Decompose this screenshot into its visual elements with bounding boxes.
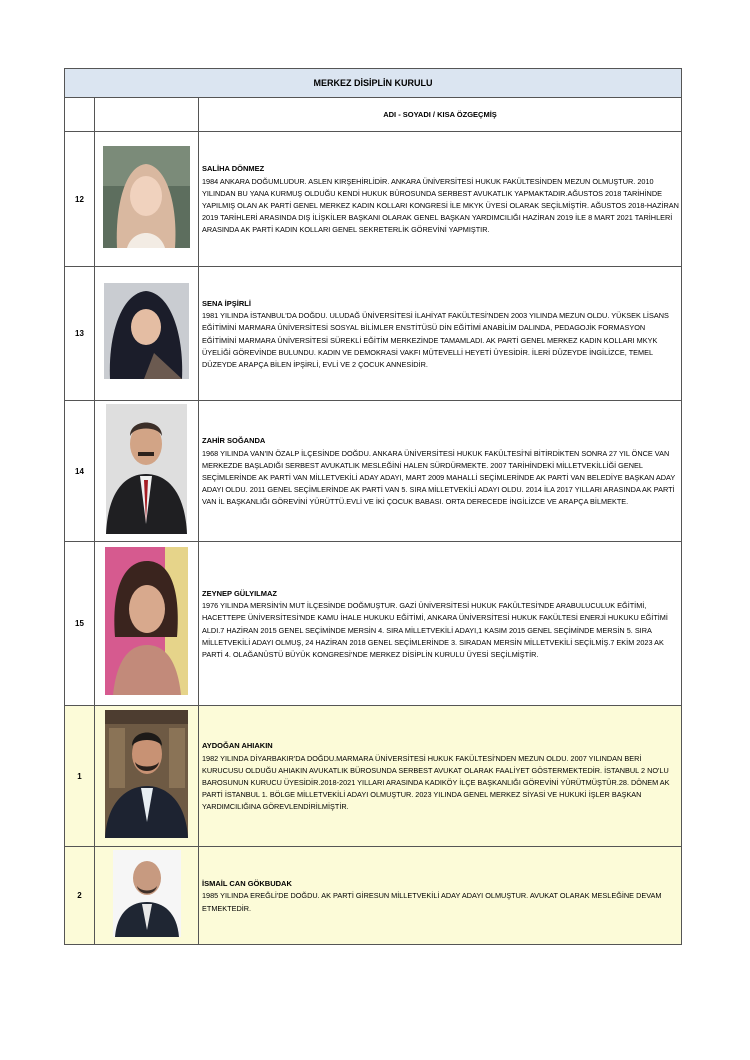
- table-row: [65, 847, 682, 945]
- row-number: 14: [65, 401, 95, 542]
- header-empty-cell: [65, 98, 95, 132]
- portrait-photo: [105, 710, 188, 838]
- table-row: [65, 132, 682, 267]
- row-number: 1: [65, 706, 95, 847]
- table-row: [65, 401, 682, 542]
- member-bio: 1976 YILINDA MERSİN'İN MUT İLÇESİNDE DOĞMUŞTUR. GAZİ ÜNİVERSİTESİ HUKUK FAKÜLTESİ'NDE ARABULUCULUK EĞİTİMİ, HACETTEPE ÜNİVERSİTESİ'NDE KAMU İHALE HUKUKU EĞİTİMİ, ANKARA ÜNİVERSİTESİ HUKUK FAKÜLTESİ ENERJİ HUKUKU EĞİTİMİ ALDI.7 HAZİRAN 2015 GENEL SEÇİMİNDE MERSİN 4. SIRA MİLLETVEKİLİ ADAYI,1 KASIM 2015 GENEL SEÇİMİNDE MERSİN 5. SIRA MİLLETVEKİLİ ADAYI OLMUŞ, 24 HAZİRAN 2018 GENEL SEÇİMLERİNDE 3. SIRADAN MERSİN MİLLETVEKİLİ SEÇİLMİŞ.7 EKİM 2023 AK PARTİ 4. OLAĞANÜSTÜ BÜYÜK KONGRESİ'NDE MERKEZ DİSİPLİN KURULU ÜYESİ SEÇİLMİŞTİR.: [202, 601, 668, 659]
- row-number: 12: [65, 132, 95, 267]
- header-empty-cell: [95, 98, 199, 132]
- table-row: [65, 267, 682, 401]
- discipline-board-table: [64, 68, 682, 945]
- table-title: MERKEZ DİSİPLİN KURULU: [65, 69, 682, 98]
- portrait-photo: [106, 404, 187, 534]
- portrait-photo: [104, 283, 189, 379]
- row-number: 15: [65, 542, 95, 706]
- member-name: AYDOĞAN AHIAKIN: [202, 741, 273, 751]
- row-number: 2: [65, 847, 95, 945]
- member-bio: 1968 YILINDA VAN'IN ÖZALP İLÇESİNDE DOĞDU. ANKARA ÜNİVERSİTESİ HUKUK FAKÜLTESİ'Nİ BİTİRDİKTEN SONRA 27 YIL ÖNCE VAN MERKEZDE BAŞLADIĞI SERBEST AVUKATLIK MESLEĞİNİ HALEN SÜRDÜRMEKTE. 2007 TARİHİNDEKİ MİLLETVEKİLLİĞİ GENEL SEÇİMLERİNDE AK PARTİ VAN MİLLETVEKİLİ ADAY ADAYI, MART 2009 MAHALLİ SEÇİMLERİNDE AK PARTİ VAN BELEDİYE BAŞKAN ADAY ADAYI OLDU. 2011 GENEL SEÇİMLERİNDE AK PARTİ VAN 5. SIRA MİLLETVEKİLİ ADAYI OLDU. 2014 İLA 2017 YILLARI ARASINDA AK PARTİ VAN İL BAŞKANLIĞI GÖREVİNİ YÜRÜTTÜ.EVLİ VE İKİ ÇOCUK BABASI. ORTA DERECEDE İNGİLİZCE VE ARAPÇA BİLMEKTE.: [202, 448, 676, 507]
- member-name: SENA İPŞİRLİ: [202, 298, 251, 308]
- column-header: ADI - SOYADI / KISA ÖZGEÇMİŞ: [199, 98, 682, 132]
- member-name: İSMAİL CAN GÖKBUDAK: [202, 879, 292, 889]
- table-row: [65, 542, 682, 706]
- member-name: ZAHİR SOĞANDA: [202, 436, 266, 446]
- portrait-photo: [105, 547, 188, 695]
- table-row: [65, 706, 682, 847]
- member-bio: 1985 YILINDA EREĞLİ'DE DOĞDU. AK PARTİ GİRESUN MİLLETVEKİLİ ADAY ADAYI OLMUŞTUR. AVUKAT OLARAK MESLEĞİNE DEVAM ETMEKTEDİR.: [202, 891, 662, 913]
- member-bio: 1981 YILINDA İSTANBUL'DA DOĞDU. ULUDAĞ ÜNİVERSİTESİ İLAHİYAT FAKÜLTESİ'NDEN 2003 YILINDA MEZUN OLDU. YÜKSEK LİSANS EĞİTİMİNİ MARMARA ÜNİVERSİTESİ SOSYAL BİLİMLER ENSTİTÜSÜ DİN EĞİTİMİ ANABİLİM DALINDA, PEDAGOJİK FORMASYON EĞİTİMİNİ MARMARA ÜNİVERSİTESİ SÜREKLİ EĞİTİM MERKEZİNDE TAMAMLADI. AK PARTİ GENEL MERKEZ KADIN KOLLARI MKYK ÜYELİĞİ GÖREVİNDE BULUNDU. KADIN VE DEMOKRASİ VAKFI MÜTEVELLİ HEYETİ ÜYESİDİR. İLERİ DÜZEYDE İNGİLİZCE, TEMEL DÜZEYDE ARAPÇA BİLEN İPŞİRLİ, EVLİ VE 2 ÇOCUK ANNESİDİR.: [202, 311, 669, 369]
- row-number: 13: [65, 267, 95, 401]
- member-name: SALİHA DÖNMEZ: [202, 164, 265, 174]
- portrait-photo: [103, 146, 190, 248]
- portrait-photo: [113, 850, 181, 937]
- member-name: ZEYNEP GÜLYILMAZ: [202, 588, 278, 598]
- member-bio: 1982 YILINDA DİYARBAKIR'DA DOĞDU.MARMARA ÜNİVERSİTESİ HUKUK FAKÜLTESİ'NDEN MEZUN OLDU. 2007 YILINDAN BERİ KURUCUSU OLDUĞU AHIAKIN AVUKATLIK BÜROSUNDA SERBEST AVUKAT OLARAK FAALİYET GÖSTERMEKTEDİR. İSTANBUL 2 NO'LU BAROSUNUN KURUCU ÜYESİDİR.2018-2021 YILLARI ARASINDA KADIKÖY İLÇE BAŞKANLIĞI GÖREVİNİ YÜRÜTMÜŞTÜR.28. DÖNEM AK PARTİ İSTANBUL 1. BÖLGE MİLLETVEKİLİ ADAYI OLMUŞTUR. 2023 YILINDA GENEL MERKEZ SİYASİ VE HUKUKİ İŞLER BAŞKAN YARDIMCILIĞINA GÖREVLENDİRİLMİŞTİR.: [202, 753, 670, 812]
- member-bio: 1984 ANKARA DOĞUMLUDUR. ASLEN KIRŞEHİRLİDİR. ANKARA ÜNİVERSİTESİ HUKUK FAKÜLTESİNDEN MEZUN OLMUŞTUR. 2010 YILINDAN BU YANA KURMUŞ OLDUĞU KENDİ HUKUK BÜROSUNDA SERBEST AVUKATLIK YAPMAKTADIR.AĞUSTOS 2018 TARİHİNDE YAPILMIŞ OLAN AK PARTİ GENEL MERKEZ KADIN KOLLARI KONGRESİ İLE MKYK ÜYESİ OLARAK SEÇİLMİŞTİR. AĞUSTOS 2018-HAZİRAN 2019 TARİHLERİ ARASINDA DIŞ İLİŞKİLER BAŞKANI OLARAK GENEL BAŞKAN YARDIMCILIĞI HAZİRAN 2019 İLE 8 MART 2021 TARİHLERİ ARASINDA AK PARTİ KADIN KOLLARI GENEL SEKRETERLİK GÖREVİNİ YAPMIŞTIR.: [202, 176, 679, 235]
